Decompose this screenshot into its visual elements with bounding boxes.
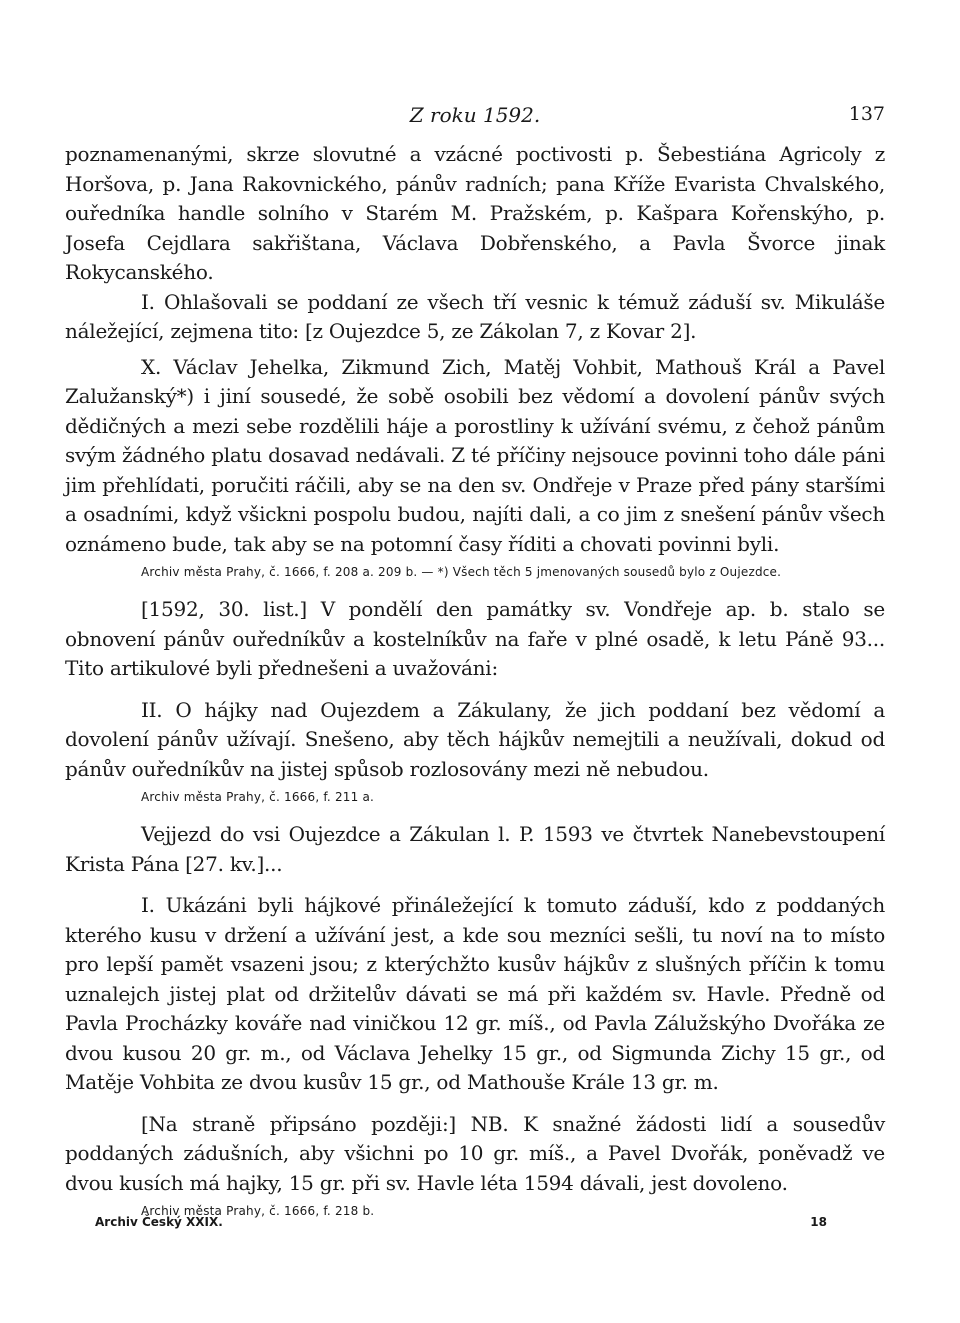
footer-signature: Archiv Český XXIX. bbox=[95, 1215, 223, 1229]
paragraph-witnesses: poznamenanými, skrze slovutné a vzácné poctivosti p. Šebestiána Agricoly z Horšova, p. Jana Rakovnického, pánův radních; pana Kříže Evarista Chvalského, ouředníka handle solního v Starém M. Pražském, p. Kašpara Kořenskýho, p. Josefa Cejdlara sakřištana, Václava Dobřenského, a Pavla Švorce jinak Rokycanského. bbox=[65, 142, 885, 284]
paragraph-item-i: I. Ohlašovali se poddaní ze všech tří vesnic k témuž záduší sv. Mikuláše náležející, zejmena tito: [z Oujezdce 5, ze Zákolan 7, z Kovar 2]. bbox=[65, 289, 885, 343]
source-citation: Archiv města Prahy, č. 1666, f. 211 a. bbox=[141, 790, 375, 804]
page-footer bbox=[95, 1215, 827, 1233]
paragraph-1592-renewal: [1592, 30. list.] V pondělí den památky sv. Vondřeje ap. b. stalo se obnovení pánův ouředníkův a kostelníkův na faře v plné osadě, k letu Páně 93... Tito artikulové byli přednešeni a uvažováni: bbox=[65, 597, 885, 680]
page-number: 137 bbox=[848, 103, 885, 125]
running-title: Z roku 1592. bbox=[409, 103, 541, 127]
paragraph-item-x: X. Václav Jehelka, Zikmund Zich, Matěj Vohbit, Mathouš Král a Pavel Zalužanský*) i jiní sousedé, že sobě osobili bez vědomí a dovolení pánův svých dědičných a mezi sebe rozdělili háje a porostliny k užívání svému, z čehož pánům svým žádného platu dosavad nedávali. Z té příčiny nejsouce povinni toho dále páni jim přehlídati, poručiti ráčili, aby se na den sv. Ondřeje v Praze před pány staršími a osadními, když všickni pospolu budou, najíti dali, a co jim z snešení pánův všech oznámeno bude, tak aby se na potomní časy říditi a chovati povinni byli. bbox=[65, 354, 885, 556]
source-citation: Archiv města Prahy, č. 1666, f. 208 a. 209 b. — *) Všech těch 5 jmenovaných sousedů bylo z Oujezdce. bbox=[141, 565, 782, 579]
document-body bbox=[65, 140, 885, 1222]
paragraph-margin-note: [Na straně připsáno později:] NB. K snažné žádosti lidí a sousedův poddaných zádušních, aby všichni po 10 gr. míš., a Pavel Dvořák, poněvadž ve dvou kusích má hajky, 15 gr. při sv. Havle léta 1594 dávali, jest dovoleno. bbox=[65, 1111, 885, 1195]
footer-sheet-number: 18 bbox=[810, 1215, 827, 1229]
paragraph-item-ii: II. O hájky nad Oujezdem a Zákulany, že jich poddaní bez vědomí a dovolení pánův užívají. Snešeno, aby těch hájkův nemejtili a neužívali, dokud od pánův ouředníkův na jistej spůsob rozlosovány mezi ně nebudou. bbox=[65, 697, 885, 781]
running-header bbox=[65, 103, 885, 127]
paragraph-groves-list: I. Ukázáni byli hájkové přináležející k tomuto záduší, kdo z poddaných kterého kusu v držení a užívání jest, a kde sou mezníci sešli, tu noví na to místo pro lepší pamět vsazeni jsou; z kterýchžto kusův hájkův z slušných příčin k tomu uznalejch jistej plat od držitelův dávati se má při každém sv. Havle. Předně od Pavla Procházky kováře nad viničkou 12 gr. míš., od Pavla Zálužskýho Dvořáka ze dvou kusou 20 gr. m., od Václava Jehelky 15 gr., od Sigmunda Zichy 15 gr., od Matěje Vohbita ze dvou kusův 15 gr., od Mathouše Krále 13 gr. m. bbox=[65, 893, 885, 1094]
paragraph-1593-visit: Vejjezd do vsi Oujezdce a Zákulan l. P. 1593 ve čtvrtek Nanebevstoupení Krista Pána [27. kv.]... bbox=[65, 822, 885, 876]
source-citation: Archiv města Prahy, č. 1666, f. 218 b. bbox=[141, 1204, 375, 1218]
